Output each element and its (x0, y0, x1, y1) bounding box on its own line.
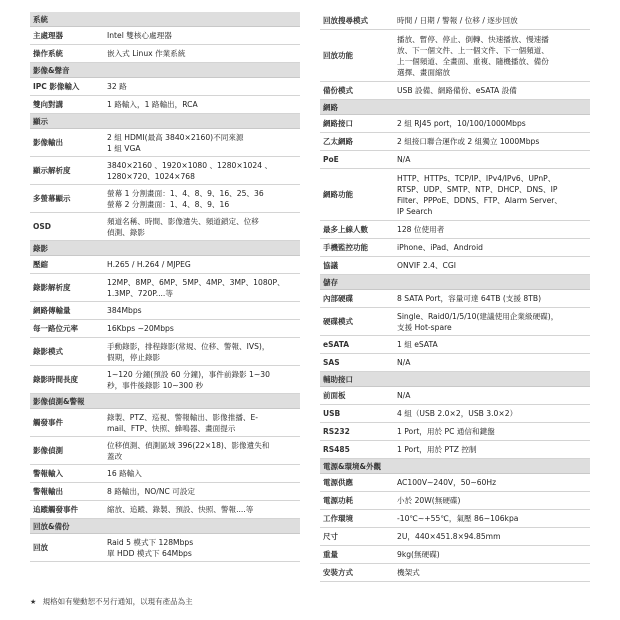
spec-value (395, 152, 590, 167)
spec-value-line: N/A (397, 155, 411, 164)
spec-value-line: 支援 Hot-spare (397, 322, 452, 332)
spec-row (320, 510, 590, 528)
spec-label: 錄影時間長度 (33, 374, 78, 384)
spec-label: 手機監控功能 (323, 242, 368, 252)
spec-value-line: 手動錄影，排程錄影(常規、位移、警報、IVS)， (107, 341, 270, 351)
spec-value-line: 秒，事件後錄影 10~300 秒 (107, 380, 204, 390)
spec-value (395, 240, 590, 255)
spec-label: 警報輸出 (33, 486, 63, 496)
spec-label: 網路傳輸量 (33, 305, 71, 315)
spec-label: 協議 (323, 260, 338, 270)
section-header-label: 回放&備份 (33, 521, 70, 531)
section-header (30, 241, 300, 256)
spec-value-line: 嵌入式 Linux 作業系統 (107, 49, 186, 58)
spec-value-line: IP Search (397, 206, 433, 216)
spec-row (30, 534, 300, 562)
spec-value-line: USB 設備、網路備份、eSATA 設備 (397, 86, 517, 95)
section-header-label: 輔助接口 (323, 374, 353, 384)
spec-label: 回放功能 (323, 50, 353, 60)
spec-value-line: 8 路輸出，NO/NC 可設定 (107, 487, 196, 496)
spec-value (395, 406, 590, 421)
spec-value-line: 縮放、追蹤、錄製、預設、快照、警報....等 (107, 505, 254, 514)
spec-value-line: 384Mbps (107, 306, 142, 315)
spec-value-line: Filter、PPPoE、DDNS、FTP、Alarm Server、 (397, 195, 562, 205)
spec-value-line: 位移偵測、偵測區域 396(22×18)、影像遺失和 (107, 440, 270, 450)
spec-value (395, 355, 590, 370)
spec-row (30, 409, 300, 437)
spec-value (395, 565, 590, 580)
spec-value (105, 484, 300, 499)
spec-value-line: 1 Port，用於 PC 通信和鍵盤 (397, 427, 495, 436)
spec-value-line: 1 Port，用於 PTZ 控制 (397, 445, 477, 454)
spec-value (395, 32, 590, 80)
spec-row (30, 302, 300, 320)
spec-label: 乙太網路 (323, 136, 353, 146)
spec-value-line: 1 路輸入，1 路輸出，RCA (107, 100, 198, 109)
spec-label: 顯示解析度 (33, 165, 71, 175)
spec-label: 警報輸入 (33, 468, 63, 478)
spec-row (320, 492, 590, 510)
spec-row (320, 239, 590, 257)
spec-value-line: Raid 5 模式下 128Mbps (107, 537, 194, 547)
spec-value-line: 1 組 VGA (107, 143, 141, 153)
section-header (320, 372, 590, 387)
spec-value (105, 275, 300, 301)
spec-value-line: 機架式 (397, 568, 420, 577)
spec-row (30, 256, 300, 274)
section-header (320, 100, 590, 115)
spec-value (105, 303, 300, 318)
spec-label: 影像輸出 (33, 137, 63, 147)
spec-row (30, 437, 300, 465)
spec-label: 網路功能 (323, 189, 353, 199)
spec-label: 雙向對講 (33, 99, 63, 109)
spec-value-line: 2 組 RJ45 port，10/100/1000Mbps (397, 119, 526, 128)
spec-label: 錄影模式 (33, 346, 63, 356)
spec-value (395, 134, 590, 149)
spec-value-line: 128 位使用者 (397, 225, 445, 234)
spec-value (395, 529, 590, 544)
star-icon: ★ (30, 598, 37, 606)
spec-value-line: 錄製、PTZ、巡視、警報輸出、影像推播、E- (107, 412, 259, 422)
spec-value (395, 424, 590, 439)
spec-label: 硬碟模式 (323, 316, 353, 326)
spec-value-line: 選擇、畫面縮放 (397, 67, 451, 77)
spec-row (320, 30, 590, 82)
spec-value (395, 258, 590, 273)
spec-value-line: iPhone、iPad、Android (397, 243, 484, 252)
spec-label: 操作系統 (33, 48, 63, 58)
spec-row (30, 501, 300, 519)
section-header (320, 275, 590, 290)
spec-value (105, 502, 300, 517)
spec-value-line: 螢幕 2 分割畫面：1、4、8、9、16 (107, 199, 230, 209)
spec-label: 觸發事件 (33, 417, 63, 427)
spec-row (320, 290, 590, 308)
spec-value (395, 337, 590, 352)
spec-row (30, 45, 300, 63)
spec-row (30, 465, 300, 483)
spec-label: 電源供應 (323, 477, 353, 487)
spec-row (320, 441, 590, 459)
section-header (320, 459, 590, 474)
spec-value-line: Intel 雙核心處理器 (107, 31, 172, 40)
spec-label: 工作環境 (323, 513, 353, 523)
spec-value-line: N/A (397, 358, 411, 367)
spec-value-line: 4 組（USB 2.0×2，USB 3.0×2） (397, 409, 518, 418)
section-header-label: 儲存 (323, 277, 338, 287)
spec-value-line: 播放、暫停、停止、倒轉、快速播放、慢速播 (397, 34, 549, 44)
spec-value-line: HTTP、HTTPs、TCP/IP、IPv4/IPv6、UPnP、 (397, 173, 556, 183)
spec-row (320, 221, 590, 239)
spec-row (320, 169, 590, 221)
spec-label: 網路接口 (323, 118, 353, 128)
spec-row (30, 27, 300, 45)
spec-value-line: AC100V~240V，50~60Hz (397, 478, 497, 487)
spec-label: 錄影解析度 (33, 282, 71, 292)
spec-value (395, 222, 590, 237)
spec-value (395, 547, 590, 562)
spec-label: 備份模式 (323, 85, 353, 95)
spec-value-line: mail、FTP、快照、蜂鳴器、畫面提示 (107, 423, 236, 433)
spec-row (320, 12, 590, 30)
spec-row (30, 78, 300, 96)
spec-value-line: Single、Raid0/1/5/10(建議使用企業級硬碟)， (397, 311, 559, 321)
spec-value (395, 493, 590, 508)
spec-value-line: RTSP、UDP、SMTP、NTP、DHCP、DNS、IP (397, 184, 558, 194)
section-header-label: 網路 (323, 102, 338, 112)
spec-row (30, 129, 300, 157)
section-header-label: 影像&聲音 (33, 65, 70, 75)
spec-value (105, 79, 300, 94)
spec-label: 追蹤觸發事件 (33, 504, 78, 514)
spec-value (105, 28, 300, 43)
section-header-label: 影像偵測&警報 (33, 396, 85, 406)
spec-row (30, 320, 300, 338)
footnote-text: 規格如有變動恕不另行通知，以現有產品為主 (42, 597, 193, 606)
spec-label: 壓縮 (33, 259, 48, 269)
spec-value (105, 466, 300, 481)
spec-row (320, 474, 590, 492)
spec-value (105, 158, 300, 184)
spec-value (105, 438, 300, 464)
spec-label: 電源功耗 (323, 495, 353, 505)
spec-row (320, 354, 590, 372)
section-header-label: 系統 (33, 14, 48, 24)
spec-label: 多螢幕顯示 (33, 193, 71, 203)
spec-value-line: 蓋改 (107, 451, 123, 461)
spec-value-line: 9kg(無硬碟) (397, 550, 440, 559)
spec-value-line: 時間 / 日期 / 警報 / 位移 / 逐步回放 (397, 16, 518, 25)
spec-column-left (30, 12, 300, 562)
spec-label: SAS (323, 357, 340, 367)
spec-value (395, 13, 590, 28)
spec-value-line: 頻道名稱、時間、影像遺失、頻道鎖定、位移 (107, 216, 259, 226)
section-header (30, 114, 300, 129)
spec-value (105, 46, 300, 61)
spec-row (320, 82, 590, 100)
spec-value-line: 上一個頻道、全畫面、重複、隨機播放、備份 (397, 56, 549, 66)
spec-value (395, 171, 590, 219)
spec-value-line: 螢幕 1 分割畫面：1、4、8、9、16、25、36 (107, 188, 264, 198)
spec-label: 最多上線人數 (323, 224, 368, 234)
spec-label: RS232 (323, 426, 350, 436)
spec-row (320, 387, 590, 405)
spec-label: USB (323, 408, 341, 418)
spec-row (30, 157, 300, 185)
spec-label: 回放搜尋模式 (323, 15, 368, 25)
spec-value (395, 388, 590, 403)
footnote (30, 596, 193, 607)
spec-row (320, 151, 590, 169)
spec-value-line: 32 路 (107, 82, 127, 91)
spec-value-line: 2U，440×451.8×94.85mm (397, 532, 501, 541)
spec-value (105, 97, 300, 112)
spec-value (395, 442, 590, 457)
spec-value-line: 2 組 HDMI(最高 3840×2160)不同來源 (107, 132, 244, 142)
spec-row (320, 308, 590, 336)
spec-value-line: -10℃~+55℃，氣壓 86~106kpa (397, 514, 519, 523)
spec-value-line: 8 SATA Port，容量可達 64TB (支援 8TB) (397, 294, 542, 303)
spec-value-line: 16 路輸入 (107, 469, 142, 478)
spec-value-line: 16Kbps ~20Mbps (107, 324, 174, 333)
spec-label: 安裝方式 (323, 567, 353, 577)
spec-label: 內部硬碟 (323, 293, 353, 303)
spec-value (105, 410, 300, 436)
spec-value-line: 2 組接口聯合運作或 2 組獨立 1000Mbps (397, 137, 540, 146)
section-header-label: 錄影 (33, 243, 48, 253)
spec-value-line: 3840×2160 、1920×1080 、1280×1024 、 (107, 160, 273, 170)
section-header (30, 519, 300, 534)
spec-value (395, 475, 590, 490)
spec-value-line: 偵測、錄影 (107, 227, 145, 237)
spec-label: 每一路位元率 (33, 323, 78, 333)
spec-value (395, 291, 590, 306)
spec-row (320, 528, 590, 546)
spec-value (105, 367, 300, 393)
section-header (30, 63, 300, 78)
spec-value (395, 511, 590, 526)
spec-value (105, 257, 300, 272)
spec-row (30, 96, 300, 114)
spec-value (395, 116, 590, 131)
spec-label: 前面板 (323, 390, 346, 400)
spec-value-line: 1.3MP、720P....等 (107, 288, 173, 298)
spec-value-line: H.265 / H.264 / MJPEG (107, 260, 191, 269)
section-header-label: 顯示 (33, 116, 48, 126)
spec-label: RS485 (323, 444, 350, 454)
spec-row (320, 336, 590, 354)
spec-value-line: 1 組 eSATA (397, 340, 438, 349)
spec-value (105, 186, 300, 212)
spec-label: 主處理器 (33, 30, 63, 40)
spec-row (320, 133, 590, 151)
spec-row (320, 564, 590, 582)
spec-value-line: 1280×720、1024×768 (107, 171, 195, 181)
spec-value (395, 309, 590, 335)
spec-row (320, 257, 590, 275)
spec-value (395, 83, 590, 98)
spec-row (30, 366, 300, 394)
spec-value (105, 321, 300, 336)
spec-value-line: ONVIF 2.4、CGI (397, 261, 456, 270)
section-header (30, 12, 300, 27)
spec-label: IPC 影像輸入 (33, 81, 80, 91)
spec-value (105, 130, 300, 156)
spec-label: 重量 (323, 549, 338, 559)
spec-row (30, 213, 300, 241)
spec-value (105, 535, 300, 561)
spec-row (320, 546, 590, 564)
section-header-label: 電源&環境&外觀 (323, 461, 382, 471)
spec-row (30, 274, 300, 302)
spec-label: eSATA (323, 339, 350, 349)
spec-value-line: 12MP、8MP、6MP、5MP、4MP、3MP、1080P、 (107, 277, 285, 287)
spec-row (30, 338, 300, 366)
spec-label: 尺寸 (323, 531, 338, 541)
spec-value-line: 放、下一個文件、上一個文件、下一個頻道、 (397, 45, 549, 55)
spec-row (320, 405, 590, 423)
spec-value (105, 214, 300, 240)
spec-value-line: N/A (397, 391, 411, 400)
spec-value-line: 假期，停止錄影 (107, 352, 161, 362)
spec-row (320, 115, 590, 133)
spec-label: 回放 (33, 542, 48, 552)
spec-value-line: 小於 20W(無硬碟) (397, 496, 461, 505)
spec-value-line: 單 HDD 模式下 64Mbps (107, 548, 192, 558)
spec-value (105, 339, 300, 365)
spec-column-right (320, 12, 590, 582)
spec-value-line: 1~120 分鐘(預設 60 分鐘)，事件前錄影 1~30 (107, 369, 270, 379)
spec-label: OSD (33, 221, 52, 231)
spec-row (30, 185, 300, 213)
spec-label: PoE (323, 154, 339, 164)
spec-label: 影像偵測 (33, 445, 63, 455)
spec-row (30, 483, 300, 501)
spec-row (320, 423, 590, 441)
section-header (30, 394, 300, 409)
